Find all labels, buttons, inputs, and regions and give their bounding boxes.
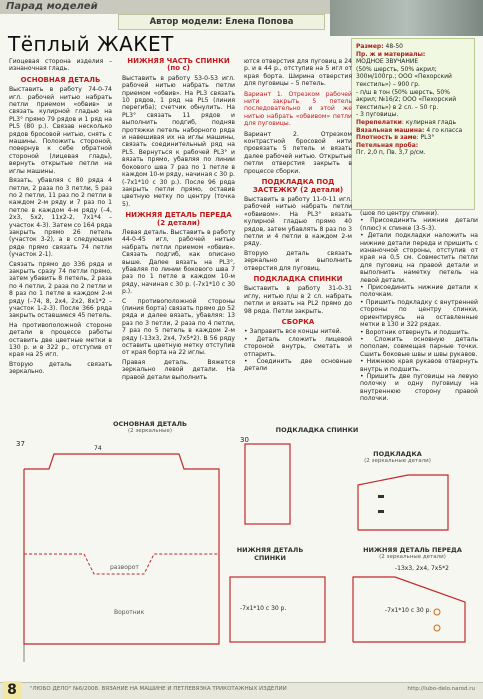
main-detail-label <box>90 420 210 434</box>
materials-line-0: МОДНОЕ ЗВУЧАНИЕ <box>356 58 419 66</box>
assembly-line-1: • Деталь сложить лицевой стороной внутрь, сметать и отпарить. <box>244 335 352 358</box>
section-title: Парад моделей <box>6 1 98 12</box>
assembly-cont-8: • Пришить две пуговицы на левую полочку и одну пуговицу на внутреннюю сторону правой полочки. <box>360 372 478 403</box>
heading-lower-front: НИЖНЯЯ ДЕТАЛЬ ПЕРЕДА (2 детали) <box>125 211 232 227</box>
heading-back-lining: ПОДКЛАДКА СПИНКИ <box>253 274 343 283</box>
button-mark <box>434 609 440 615</box>
lower-front-label <box>345 546 480 560</box>
density-line <box>356 142 470 150</box>
materials-line-1: (50% шерсть, 50% акрил; <box>356 65 437 73</box>
lining-sub: (2 зеркальные детали) <box>364 458 431 464</box>
equipment-value: : кулирная гладь <box>401 118 456 126</box>
neck-label: Воротник <box>114 609 145 616</box>
lower-front-seam-label: -7х1*10 с 30 р. <box>385 607 432 614</box>
front-paragraph-1: С противоположной стороны (линия борта) связать прямо до 52 ряда и далее вязать, убавляя: 13 раз по 3 петли, 2 раза по 4 петли, 7 раз по 5 петель в каждом 2-м ряду (-13х3, 2х4, 7х5*2). В 56 ряду оставить цветную метку отступив от края борта на 22 иглы. <box>122 297 235 357</box>
pattern-diagrams <box>0 412 483 677</box>
yarn-label: Пр. ж и материалы: <box>356 50 426 58</box>
machine-value: 4 го класса <box>426 126 463 134</box>
heading-collar-lining: ПОДКЛАДКА ПОД ЗАСТЕЖКУ (2 детали) <box>252 178 344 194</box>
back-lining-label: ПОДКЛАДКА СПИНКИ <box>275 426 359 434</box>
lower-front-dec-label: -13х3, 2х4, 7х5*2 <box>395 565 449 572</box>
materials-line-7: - 3 пуговицы. <box>356 111 399 119</box>
page-number: 8 <box>3 681 21 699</box>
buttonhole-mark <box>378 495 384 498</box>
main-paragraph-0: Выставить в работу 74-0-74 игл. рабочей нитью набрать петли приемом «обвив» и связать кулирной гладью на PL3° прямо 79 рядов и 1 ряд на PL5 (80 р.). Связав несколько рядов бросовой нитью, снять с машины. Положить стороной, повернув к себе обратной стороной (лицевая гладь), вернуть открытые петли на иглы машины. <box>9 86 112 175</box>
assembly-cont-text-3: Присоединить нижние детали к полочкам. <box>360 284 478 299</box>
front-paragraph-0: Левая деталь. Выставить в работу 44-0-45 игл, рабочей нитью набрать петли приемом «обвив». Связать подгиб, как описано выше. Далее вязать на PL3°, убавляя по линии бокового шва 7 раз по 1 петле в каждом 10-м ряду, начиная с 30 р. (-7х1*10 с 30 р.). <box>122 228 235 296</box>
equipment-line <box>356 119 470 127</box>
assembly-cont-text-2: Детали подкладки наложить на нижние детали переда и пришить с изнаночной стороны, отступив от края на 0,5 см. Совместить петли для пуговиц на правой детали и выполнить наметку петель на левой детали. <box>360 232 478 284</box>
column-3 <box>244 58 352 373</box>
lower-back-label: НИЖНЯЯ ДЕТАЛЬ СПИНКИ <box>236 546 304 562</box>
front-paragraph-2: Правая деталь. Вяжется зеркально левой детали. На правой детали выполнить <box>122 358 235 381</box>
lower-back-seam-label: -7х1*10 с 30 р. <box>240 605 287 612</box>
lining-label <box>345 450 450 464</box>
assembly-cont-4: • Пришить подкладку с внутренней стороны по центру спинки, ориентируясь на оставленные метки в 130 и 322 рядах. <box>360 298 478 329</box>
lower-front-sub: (2 зеркальные детали) <box>379 554 446 560</box>
size-label: Размер: <box>356 43 384 50</box>
main-detail-title: ОСНОВНАЯ ДЕТАЛЬ <box>112 420 187 428</box>
assembly-cont-text-6: Сложить основную деталь пополам, совмещая парные точки. Сшить боковые швы и швы рукавов. <box>360 335 478 358</box>
collar-paragraph: Выставить в работу 11-0-11 игл. рабочей нитью набрать петли «обвивом». На PL3° вязать кулирной гладью прямо 40 рядов, затем убавлять 8 раз по 3 петли и 4 петли в каждом 2-м ряду. <box>244 195 352 248</box>
density-value: Пг. 2,0 п, Пв. 3,7 р/см. <box>356 149 426 157</box>
back-lining-paragraph: Выставить в работу 31-0-31 иглу, нитью п/ш в 2 сл. набрать петли и вязать на PL2 прямо до 98 ряда. Петли закрыть. <box>244 285 352 315</box>
assembly-cont-text-5: Воротник отвернуть и подшить. <box>365 328 470 336</box>
assembly-cont-1: • Присоединить нижние детали (плюс) к спинке (3-5-3). <box>360 217 478 232</box>
heading-main-detail: ОСНОВНАЯ ДЕТАЛЬ <box>20 75 101 84</box>
back-lining-outline <box>245 444 290 524</box>
lower-front-title: НИЖНЯЯ ДЕТАЛЬ ПЕРЕДА <box>363 546 462 554</box>
materials-line-3: текстиль») – 900 гр. <box>356 80 420 88</box>
heading-lower-back-text: НИЖНЯЯ ЧАСТЬ СПИНКИ <box>127 57 230 65</box>
tension-label: Плотность в заме <box>356 134 417 142</box>
assembly-line-2: • Соединить две основные детали <box>244 358 352 373</box>
assembly-cont-text-7: Нижнюю края рукавов отвернуть внутрь и подшить. <box>360 358 478 373</box>
lower-back-pattern <box>222 562 332 652</box>
back-paragraph: Выставить в работу 53-0-53 игл. рабочей нитью набрать петли приемом «обвив». На PL3 связать 10 рядов, 1 ряд на PL5 (линия перегиба); счетчик обнулить. На PL3° связать 11 рядов и выполнить подгиб, подняв протяжки петель наборного ряда и навешивая их на иглы машины, связать соединительный ряд на PL5. Вернуться к рабочей PL3° и вязать прямо, убавляя по линии бокового шва 7 раз по 1 петле в каждом 10-м ряду, начиная с 30 р. (-7х1*10 с 30 р.). После 96 ряда закрыть петли прямо, оставив цветную метку по центру (точка 5). <box>122 74 235 208</box>
dim-37-label: 37 <box>16 440 25 448</box>
collar-paragraph-2: Вторую деталь связать зеркально и выполнить отверстия для пуговиц. <box>244 249 352 272</box>
lining-outline <box>358 475 448 530</box>
assembly-cont-text-1: Присоединить нижние детали (плюс) к спинке (3-5-3). <box>360 217 478 232</box>
dim-74-label: 74 <box>94 445 102 452</box>
main-paragraph-2: Связать прямо до 336 ряда и закрыть сразу 74 петли прямо, затем убавить 8 петель, 2 раза по 4 петли, 2 раза по 2 петли и 8 раз по 1 петле в каждом 2-м ряду (–74, 8, 2х4, 2х2, 8х1*2 – участок 1-2-3). После 366 ряда закрыть оставшиеся 45 петель. <box>9 260 112 320</box>
intro-text: Гиоцевая сторона изделия – изнаночная гладь. <box>9 58 112 73</box>
main-paragraph-3: На противоположной стороне детали в процессе работы оставить две цветные метки в 130 р. и в 322 р., отступив от края на 25 игл. <box>9 321 112 359</box>
main-detail-sub: (2 зеркальные) <box>127 428 173 434</box>
assembly-cont-0: (шов по центру спинки). <box>360 210 439 217</box>
equipment-label: Перепелатки <box>356 118 402 126</box>
heading-lower-back <box>122 58 235 73</box>
yarn-line <box>356 51 470 59</box>
materials-box <box>351 38 475 210</box>
assembly-cont-text-8: Пришить две пуговицы на левую полочку и одну пуговицу на внутреннюю сторону правой полочки. <box>360 372 478 403</box>
materials-line-6: текстиль») в 2 сл. – 50 гр. <box>356 103 439 111</box>
variant-2: Вариант 2. Отрезком контрастной бросовой нити провязать 5 петель и вязать далее рабочей нитью. Открытые петли отверстия закрыть в процессе сборки. <box>244 130 352 175</box>
header-photo <box>330 0 483 36</box>
assembly-cont-2: • Детали подкладки наложить на нижние детали переда и пришить с изнаночной стороны, отступив от края на 0,5 см. Совместить петли для пуговиц на правой детали и выполнить наметку петель на левой детали. <box>360 232 478 284</box>
main-paragraph-4: Вторую деталь связать зеркально. <box>9 360 112 376</box>
author-box: Автор модели: Елена Попова <box>118 14 325 30</box>
heading-assembly: СБОРКА <box>281 318 315 326</box>
button-mark <box>434 625 440 631</box>
assembly-text-1: Деталь сложить лицевой стороной внутрь, сметать и отпарить. <box>244 335 352 358</box>
assembly-text-0: Заправить все концы нитей. <box>249 328 342 336</box>
main-detail-pattern <box>14 434 234 669</box>
footer-url: http://lubo-delo.narod.ru <box>407 686 475 692</box>
column-4 <box>360 210 478 403</box>
heading-lower-back-sub: (по с) <box>167 64 190 73</box>
assembly-text-2: Соединить две основные детали <box>244 358 352 373</box>
buttonhole-mark <box>378 510 384 513</box>
size-line <box>356 43 470 51</box>
footer-text: "ЛЮБО ДЕЛО" №6/2008. ВЯЗАНИЕ НА МАШИНЕ И ПЕТЛЕВЯЗКА ТРИКОТАЖНЫХ ИЗДЕЛИЙ <box>30 686 287 692</box>
machine-line <box>356 127 470 135</box>
lower-front-pattern <box>345 562 480 652</box>
fold-label: разворот <box>110 564 139 571</box>
back-lining-pattern <box>240 434 300 534</box>
assembly-cont-3: • Присоединить нижние детали к полочкам. <box>360 284 478 299</box>
assembly-cont-7: • Нижнюю края рукавов отвернуть внутрь и подшить. <box>360 358 478 373</box>
lining-title: ПОДКЛАДКА <box>373 450 422 458</box>
machine-label: Вязальная машина: <box>356 126 425 134</box>
page-title: Тёплый ЖАКЕТ <box>8 32 174 56</box>
size-value: 48-50 <box>385 43 403 50</box>
column-2 <box>122 58 235 383</box>
materials-line-4: - п/ш в тон (50% шерсть, 50% <box>356 88 450 96</box>
main-paragraph-1: Вязать, убавляя с 80 ряда 4 петли, 2 раза по 3 петли, 5 раз по 2 петли, 11 раз по 2 петли в каждом 2-м ряду и 7 раз по 1 петле в каждом 4-м ряду (–4, 2х3, 5х2, 11х2-2, 7х1*4 – участок 4-3). Затем со 164 ряда закрыть прямо 26 петель (участок 3-2), а в следующем ряде прямо связать 74 петли (участок 2-1). <box>9 177 112 259</box>
materials-line-5: акрил; №16/2; ООО «Пехорский <box>356 96 457 104</box>
dim-30-label: 30 <box>240 436 249 444</box>
assembly-line-0: • Заправить все концы нитей. <box>244 328 342 336</box>
lining-pattern <box>348 470 458 540</box>
buttonhole-text: ются отверстия для пуговиц в 24 р. и в 44 р., отступив на 5 игл от края борта. Ширина отверстия для пуговицы – 5 петель. <box>244 58 352 88</box>
density-label: Петельная проба: <box>356 141 419 149</box>
assembly-cont-text-4: Пришить подкладку с внутренней стороны по центру спинки, ориентируясь на оставленные метки в 130 и 322 рядах. <box>360 298 478 329</box>
page-footer <box>0 682 483 699</box>
variant-1: Вариант 1. Отрезком рабочей нити закрыть 5 петель последовательно и этой же нитью набрать «обвивом» петли для пуговицы. <box>244 90 352 128</box>
column-1 <box>9 58 112 378</box>
assembly-cont-5: • Воротник отвернуть и подшить. <box>360 328 470 336</box>
materials-line-2: 300м/100гр.; ООО «Пехорский <box>356 73 452 81</box>
tension-line <box>356 134 470 142</box>
assembly-cont-6: • Сложить основную деталь пополам, совмещая парные точки. Сшить боковые швы и швы рукавов. <box>360 335 478 358</box>
tension-value: : PL3° <box>416 134 435 142</box>
